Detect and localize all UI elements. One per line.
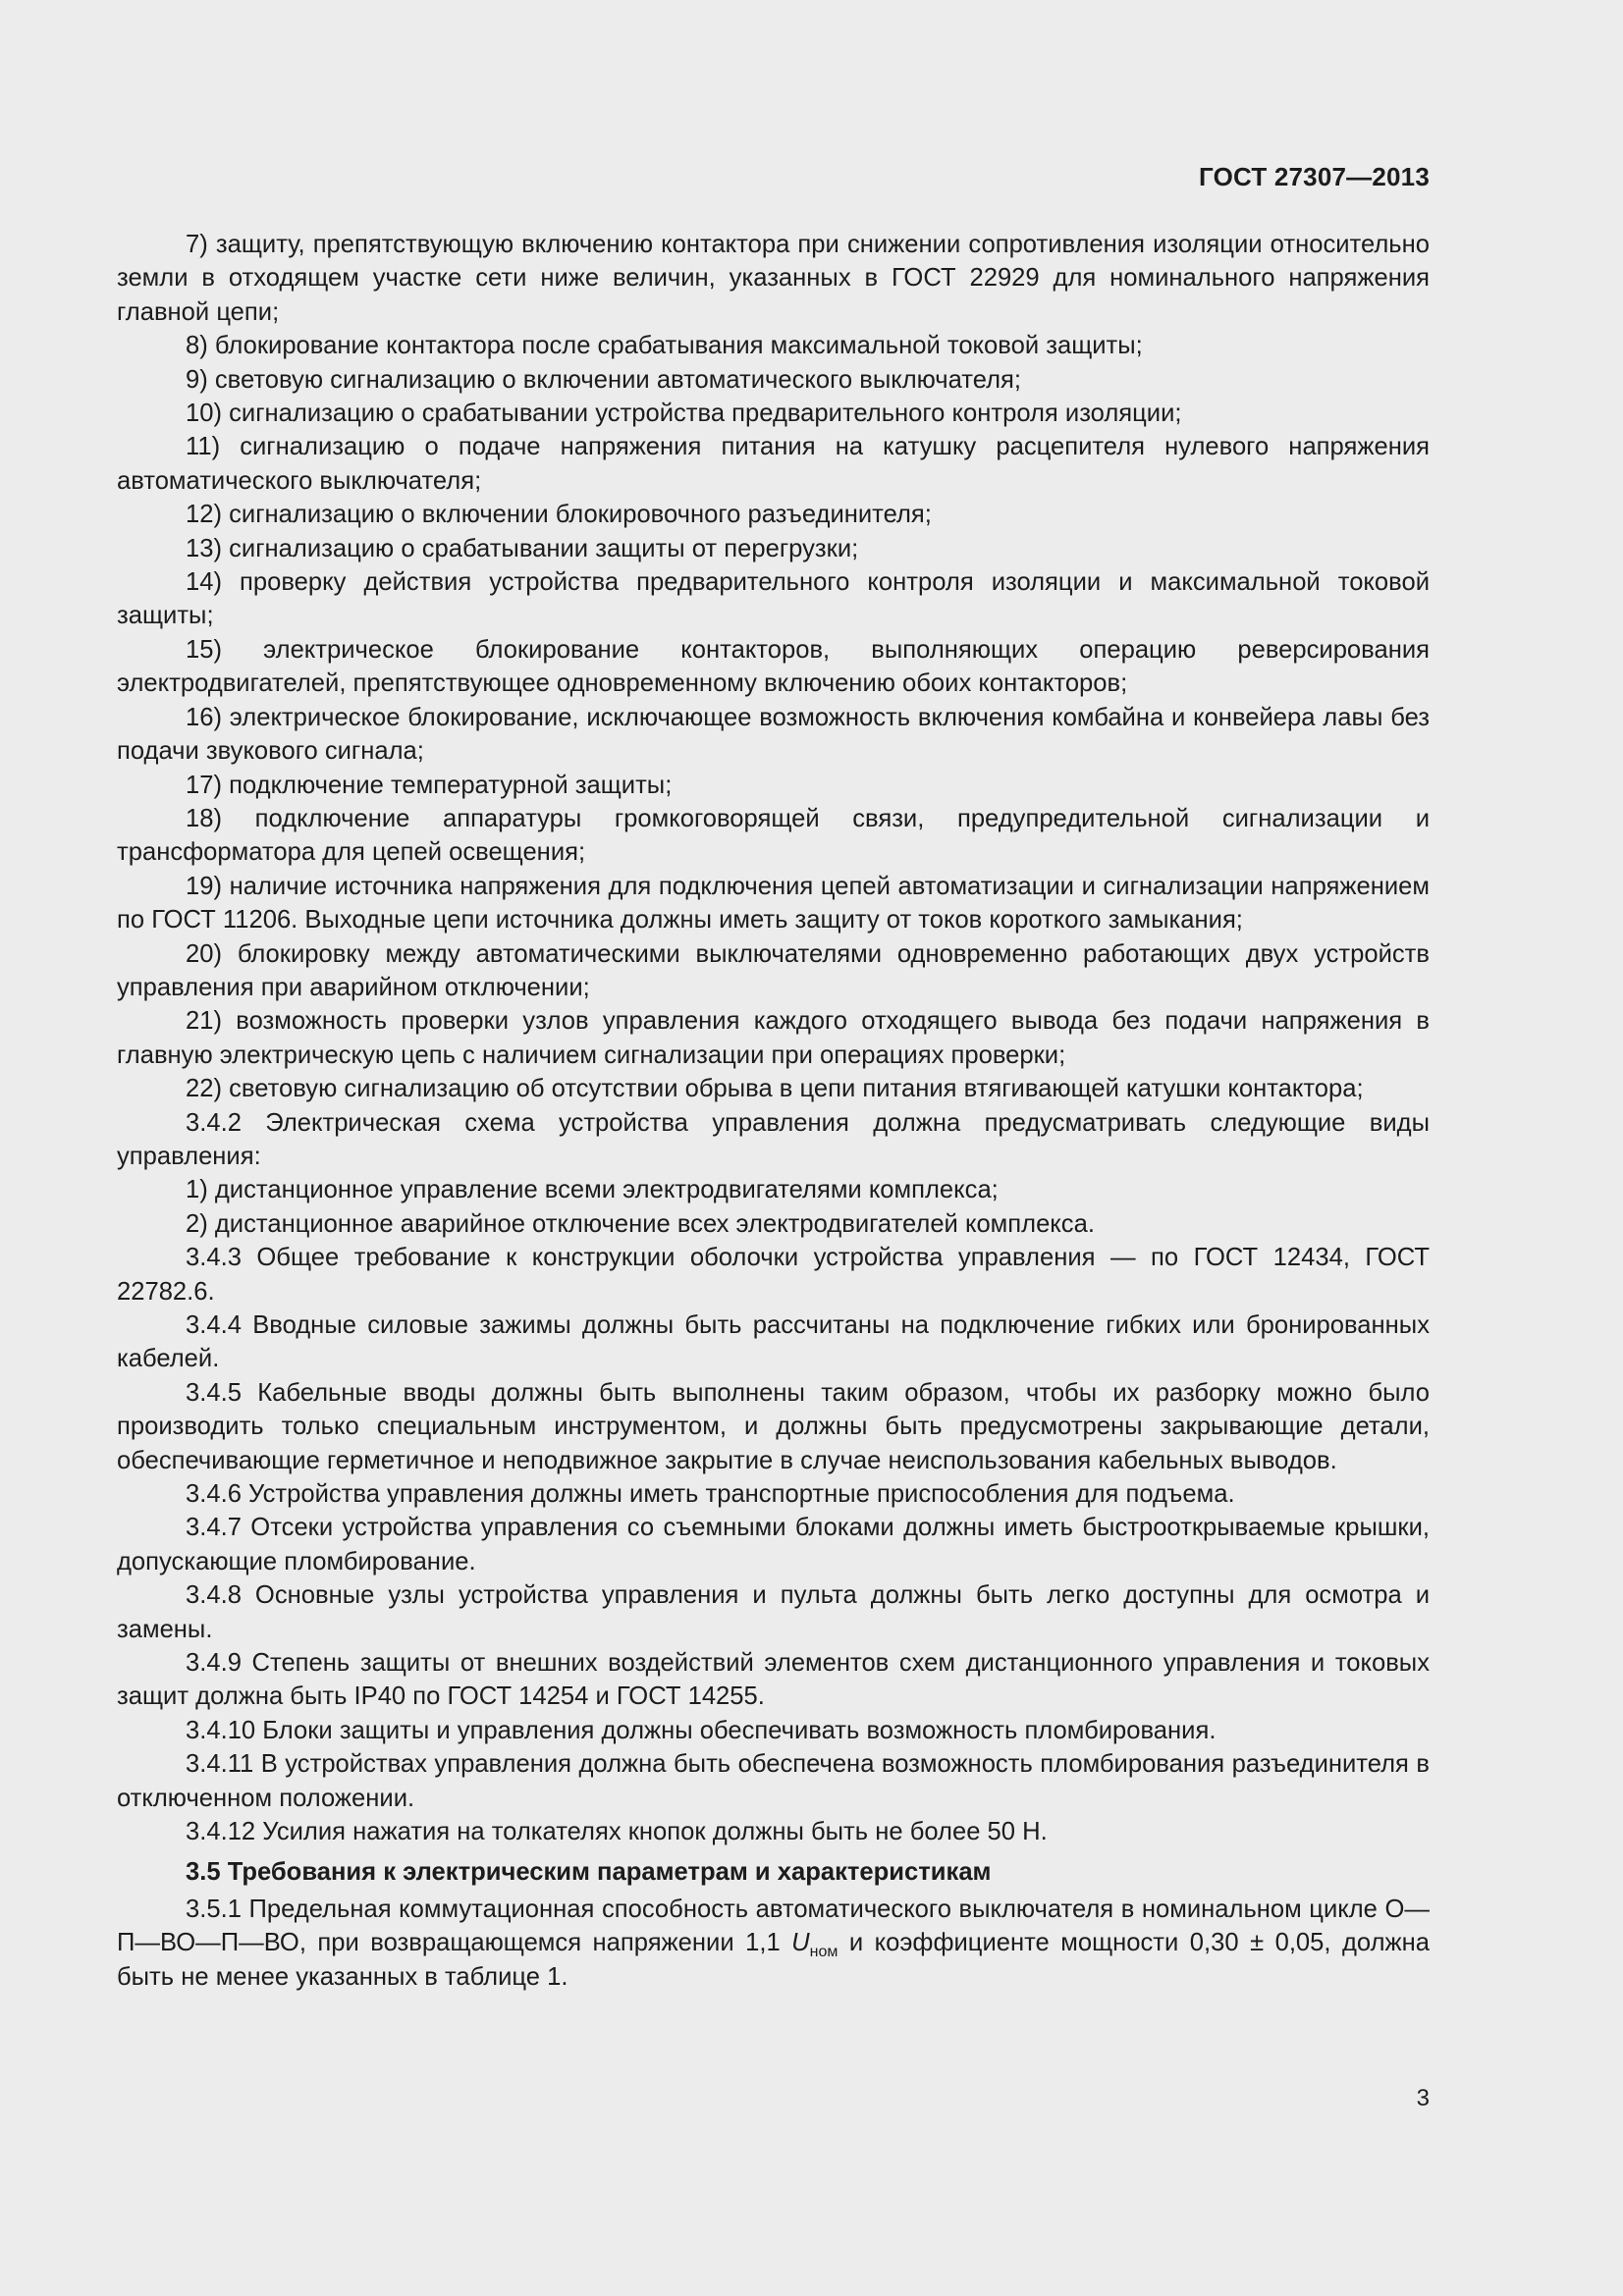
list-item: 1) дистанционное управление всеми электродвигателями комплекса; bbox=[186, 1176, 999, 1204]
clause-paragraph: 3.4.7 Отсеки устройства управления со съемными блоками должны иметь быстрооткрываемые крышки, допускающие пломбирование. bbox=[117, 1514, 1430, 1575]
clause-paragraph-final bbox=[117, 1893, 1430, 1994]
list-item: 13) сигнализацию о срабатывании защиты от перегрузки; bbox=[186, 534, 859, 562]
list-item: 17) подключение температурной защиты; bbox=[186, 771, 673, 799]
list-item: 8) блокирование контактора после срабатывания максимальной токовой защиты; bbox=[186, 332, 1143, 360]
clause-paragraph: 3.4.3 Общее требование к конструкции оболочки устройства управления — по ГОСТ 12434, ГОСТ 22782.6. bbox=[117, 1244, 1430, 1306]
list-item: 15) электрическое блокирование контакторов, выполняющих операцию реверсирования электродвигателей, препятствующее одновременному включению обоих контакторов; bbox=[117, 635, 1430, 698]
list-item: 12) сигнализацию о включении блокировочного разъединителя; bbox=[186, 501, 932, 529]
list-item: 18) подключение аппаратуры громкоговорящей связи, предупредительной сигнализации и трансформатора для цепей освещения; bbox=[117, 804, 1430, 867]
page-number: 3 bbox=[1416, 2085, 1430, 2111]
clause-paragraph: 3.4.4 Вводные силовые зажимы должны быть рассчитаны на подключение гибких или бронированных кабелей. bbox=[117, 1311, 1430, 1373]
clause-paragraph: 3.4.5 Кабельные вводы должны быть выполнены таким образом, чтобы их разборку можно было производить только специальным инструментом, и должны быть предусмотрены закрывающие детали, обеспечивающие герметичное и неподвижное закрытие в случае неиспользования кабельных выводов. bbox=[117, 1378, 1430, 1474]
list-item: 21) возможность проверки узлов управления каждого отходящего вывода без подачи напряжения в главную электрическую цепь с наличием сигнализации при операциях проверки; bbox=[117, 1007, 1430, 1069]
list-item: 16) электрическое блокирование, исключающее возможность включения комбайна и конвейера лавы без подачи звукового сигнала; bbox=[117, 703, 1430, 766]
clause-paragraph: 3.4.10 Блоки защиты и управления должны обеспечивать возможность пломбирования. bbox=[186, 1716, 1217, 1744]
list-item: 20) блокировку между автоматическими выключателями одновременно работающих двух устройств управления при аварийном отключении; bbox=[117, 939, 1430, 1001]
voltage-subscript: ном bbox=[809, 1944, 839, 1961]
list-item: 19) наличие источника напряжения для подключения цепей автоматизации и сигнализации напряжением по ГОСТ 11206. Выходные цепи источника должны иметь защиту от токов короткого замыкания; bbox=[117, 872, 1430, 934]
final-text-after: и коэффициенте мощности 0,30 ± 0,05, должна быть не менее указанных в таблице 1. bbox=[117, 1929, 1430, 1991]
list-item: 14) проверку действия устройства предварительного контроля изоляции и максимальной токовой защиты; bbox=[117, 568, 1430, 630]
list-item: 11) сигнализацию о подаче напряжения питания на катушку расцепителя нулевого напряжения автоматического выключателя; bbox=[117, 433, 1430, 495]
clause-paragraph: 3.4.2 Электрическая схема устройства управления должна предусматривать следующие виды управления: bbox=[117, 1108, 1430, 1170]
clause-paragraph: 3.4.11 В устройствах управления должна быть обеспечена возможность пломбирования разъединителя в отключенном положении. bbox=[117, 1750, 1430, 1812]
list-item: 10) сигнализацию о срабатывании устройства предварительного контроля изоляции; bbox=[186, 400, 1182, 428]
document-code-header: ГОСТ 27307—2013 bbox=[1199, 162, 1430, 191]
document-body bbox=[117, 228, 1430, 1994]
list-item: 22) световую сигнализацию об отсутствии обрыва в цепи питания втягивающей катушки контактора; bbox=[186, 1075, 1364, 1103]
final-text-before: 3.5.1 Предельная коммутационная способность автоматического выключателя в номинальном цикле О—П—ВО—П—ВО, при возвращающемся напряжении 1,1 bbox=[117, 1895, 1430, 1957]
clause-paragraph: 3.4.9 Степень защиты от внешних воздействий элементов схем дистанционного управления и токовых защит должна быть IP40 по ГОСТ 14254 и ГОСТ 14255. bbox=[117, 1649, 1430, 1711]
list-item: 9) световую сигнализацию о включении автоматического выключателя; bbox=[186, 365, 1022, 394]
list-item: 7) защиту, препятствующую включению контактора при снижении сопротивления изоляции относительно земли в отходящем участке сети ниже величин, указанных в ГОСТ 22929 для номинального напряжения главной цепи; bbox=[117, 231, 1430, 326]
clause-paragraph: 3.4.8 Основные узлы устройства управления и пульта должны быть легко доступны для осмотра и замены. bbox=[117, 1581, 1430, 1643]
clause-paragraph: 3.4.6 Устройства управления должны иметь транспортные приспособления для подъема. bbox=[186, 1480, 1235, 1509]
voltage-symbol: U bbox=[791, 1929, 810, 1957]
clause-paragraph: 3.4.12 Усилия нажатия на толкателях кнопок должны быть не более 50 Н. bbox=[186, 1818, 1048, 1846]
section-heading: 3.5 Требования к электрическим параметрам и характеристикам bbox=[186, 1857, 992, 1886]
list-item: 2) дистанционное аварийное отключение всех электродвигателей комплекса. bbox=[186, 1209, 1095, 1238]
